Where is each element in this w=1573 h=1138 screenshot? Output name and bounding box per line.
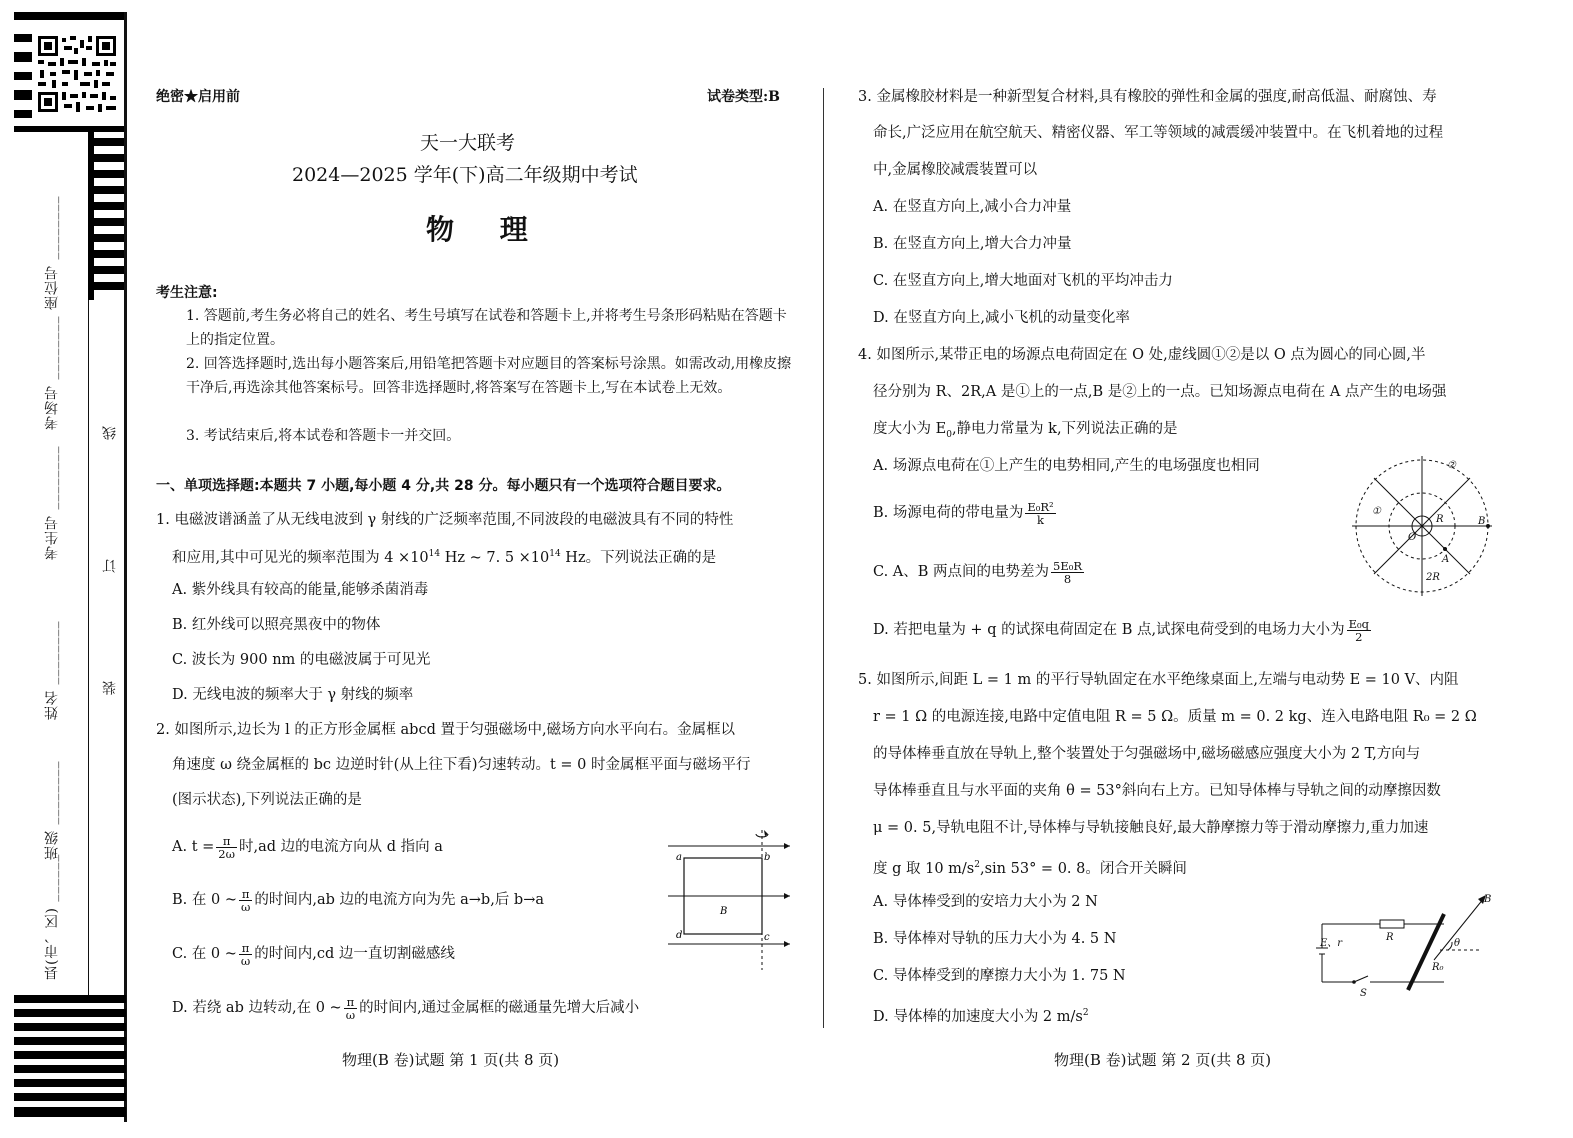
q4-option-d: D. 若把电量为 + q 的试探电荷固定在 B 点,试探电荷受到的电场力大小为 $\frac{\text{E₀q}}{2}$ <box>873 616 1369 644</box>
q2-stem-line3: (图示状态),下列说法正确的是 <box>172 792 362 808</box>
paper-type: 试卷类型:B <box>707 89 781 105</box>
page-divider <box>823 88 824 1028</box>
q4-option-c: C. A、B 两点间的电势差为 $\frac{\text{5E₀R}}{8}$ <box>873 558 1083 586</box>
seal-char-ding: 订 <box>102 558 118 573</box>
q5-fig-switch-label: S <box>1360 988 1367 999</box>
q2-stem-line2: 角速度 ω 绕金属框的 bc 边逆时针(从上往下看)匀速转动。t = 0 时金属框平面与磁场平行 <box>172 757 751 773</box>
q2-fig-label-a: a <box>676 852 682 863</box>
q2-option-d: D. 若绕 ab 边转动,在 0 ~ $\frac{\pi}{\omega}$ 的时间内,通过金属框的磁通量先增大后减小 <box>172 994 640 1022</box>
q5-option-a: A. 导体棒受到的安培力大小为 2 N <box>873 894 1098 910</box>
page-1-footer: 物理(B 卷)试题 第 1 页(共 8 页) <box>342 1051 560 1069</box>
q4-fig-circle1-label: ① <box>1372 506 1381 517</box>
barcode-bottom <box>14 995 126 1123</box>
q5-fig-source-label: E、r <box>1320 938 1343 949</box>
title-subject: 物 理 <box>426 213 546 246</box>
q4-stem-line1: 4. 如图所示,某带正电的场源点电荷固定在 O 处,虚线圆①②是以 O 点为圆心的同心圆,半 <box>858 347 1426 363</box>
q3-stem-line1: 3. 金属橡胶材料是一种新型复合材料,具有橡胶的弹性和金属的强度,耐高低温、耐腐蚀、寿 <box>858 89 1437 105</box>
page-2-footer: 物理(B 卷)试题 第 2 页(共 8 页) <box>1054 1051 1272 1069</box>
q2-option-c: C. 在 0 ~ $\frac{\pi}{\omega}$ 的时间内,cd 边一直切割磁感线 <box>172 940 455 968</box>
q2-figure <box>664 826 794 972</box>
q4-option-a: A. 场源点电荷在①上产生的电势相同,产生的电场强度也相同 <box>873 458 1260 474</box>
q5-stem-line6: 度 g 取 10 $m/s^2,\sin$ 53° = 0. 8。闭合开关瞬间 <box>873 860 1187 877</box>
q4-fig-point-b: B <box>1478 516 1486 527</box>
q3-option-d: D. 在竖直方向上,减小飞机的动量变化率 <box>873 310 1130 326</box>
title-exam: 2024—2025 学年(下)高二年级期中考试 <box>292 164 638 186</box>
q3-option-c: C. 在竖直方向上,增大地面对飞机的平均冲击力 <box>873 273 1173 289</box>
q4-stem-line3: 度大小为 $E_0$,静电力常量为 k,下列说法正确的是 <box>873 421 1178 440</box>
seal-char-zhuang: 装 <box>102 680 118 695</box>
q5-stem-line5: μ = 0. 5,导轨电阻不计,导体棒与导轨接触良好,最大静摩擦力等于滑动摩擦力,重力加速 <box>873 820 1429 836</box>
binding-edge <box>124 12 127 1122</box>
name-label: 姓名 ________ <box>44 620 60 720</box>
q1-option-d: D. 无线电波的频率大于 γ 射线的频率 <box>172 687 414 703</box>
q5-stem-line1: 5. 如图所示,间距 L = 1 m 的平行导轨固定在水平绝缘桌面上,左端与电动势 E = 10 V、内阻 <box>858 672 1459 688</box>
q5-fig-field-label: B <box>1484 894 1492 905</box>
q4-fig-circle2-label: ② <box>1447 460 1456 471</box>
q3-stem-line2: 命长,广泛应用在航空航天、精密仪器、军工等领域的减震缓冲装置中。在飞机着地的过程 <box>873 125 1444 141</box>
secret-mark: 绝密★启用前 <box>156 89 240 105</box>
q3-option-a: A. 在竖直方向上,减小合力冲量 <box>873 199 1072 215</box>
binding-strip <box>0 0 130 1138</box>
section-1-heading: 一、单项选择题:本题共 7 小题,每小题 4 分,共 28 分。每小题只有一个选项符合题目要求。 <box>156 478 731 494</box>
seal-char-xian: 线 <box>102 425 118 440</box>
q2-stem-line1: 2. 如图所示,边长为 l 的正方形金属框 abcd 置于匀强磁场中,磁场方向水平向右。金属框以 <box>156 722 736 738</box>
candidate-number-label: 考生号 ________ <box>44 445 60 560</box>
q2-option-a: A. t = $\frac{\pi}{2\omega}$ 时,ad 边的电流方向从 d 指向 a <box>172 833 443 861</box>
class-label: 班级 ________ <box>44 760 60 860</box>
notice-1: 1. 答题前,考生务必将自己的姓名、考生号填写在试卷和答题卡上,并将考生号条形码粘贴在答题卡上的指定位置。 <box>186 308 787 348</box>
q1-option-a: A. 紫外线具有较高的能量,能够杀菌消毒 <box>172 582 429 598</box>
q2-fig-label-field: B <box>720 906 728 917</box>
notice-2: 2. 回答选择题时,选出每小题答案后,用铅笔把答题卡对应题目的答案标号涂黑。如需改动,用橡皮擦干净后,再选涂其他答案标号。回答非选择题时,将答案写在答题卡上,写在本试卷上无效。 <box>186 356 792 396</box>
q5-stem-line2: r = 1 Ω 的电源连接,电路中定值电阻 R = 5 Ω。质量 m = 0. 2 kg、连入电路电阻 R₀ = 2 Ω <box>873 709 1477 725</box>
q4-figure <box>1352 456 1492 596</box>
q2-fig-label-c: c <box>764 932 770 943</box>
q2-fig-label-d: d <box>676 930 683 941</box>
q5-stem-line3: 的导体棒垂直放在导轨上,整个装置处于匀强磁场中,磁场磁感应强度大小为 2 T,方向与 <box>873 746 1421 762</box>
q1-option-c: C. 波长为 900 nm 的电磁波属于可见光 <box>172 652 431 668</box>
q1-stem-line1: 1. 电磁波谱涵盖了从无线电波到 γ 射线的广泛频率范围,不同波段的电磁波具有不同的特性 <box>156 512 734 528</box>
q5-option-d: D. 导体棒的加速度大小为 2 $m/s^2$ <box>873 1008 1089 1025</box>
q1-stem-line2: 和应用,其中可见光的频率范围为 $4 \times 10^{14}$ Hz ~ 7. $5 \times 10^{14}$ Hz。下列说法正确的是 <box>172 549 717 566</box>
q5-figure <box>1316 890 1496 1000</box>
exam-room-label: 考场号 ________ <box>44 315 60 430</box>
q4-option-b: B. 场源电荷的带电量为 $\frac{\text{E₀R²}}{k}$ <box>873 499 1054 527</box>
q5-fig-resistor-label: R <box>1386 932 1394 943</box>
barcode-right-column <box>88 132 126 300</box>
q2-option-b: B. 在 0 ~ $\frac{\pi}{\omega}$ 的时间内,ab 边的电流方向为先 a→b,后 b→a <box>172 886 544 914</box>
q1-option-b: B. 红外线可以照亮黑夜中的物体 <box>172 617 381 633</box>
q5-option-c: C. 导体棒受到的摩擦力大小为 1. 75 N <box>873 968 1126 984</box>
q5-option-b: B. 导体棒对导轨的压力大小为 4. 5 N <box>873 931 1117 947</box>
q3-stem-line3: 中,金属橡胶减震装置可以 <box>873 162 1038 178</box>
qr-code <box>36 34 118 114</box>
q4-fig-radius-label: R <box>1436 514 1444 525</box>
notice-3: 3. 考试结束后,将本试卷和答题卡一并交回。 <box>186 428 461 444</box>
q5-fig-rod-label: R₀ <box>1432 962 1444 973</box>
q5-fig-angle-label: θ <box>1454 938 1461 949</box>
q4-fig-radius2-label: 2R <box>1426 572 1440 583</box>
q3-option-b: B. 在竖直方向上,增大合力冲量 <box>873 236 1072 252</box>
q4-stem-line2: 径分别为 R、2R,A 是①上的一点,B 是②上的一点。已知场源点电荷在 A 点产生的电场强 <box>873 384 1447 400</box>
q5-stem-line4: 导体棒垂直且与水平面的夹角 θ = 53°斜向右上方。已知导体棒与导轨之间的动摩擦因数 <box>873 783 1441 799</box>
q4-fig-origin-label: O <box>1408 532 1417 543</box>
binding-line <box>88 300 89 1000</box>
q4-fig-point-a: A <box>1442 554 1450 565</box>
seat-number-label: 座位号 ________ <box>44 195 60 310</box>
county-label: 县(市、区) ______ <box>44 853 60 980</box>
notice-heading: 考生注意: <box>156 285 218 301</box>
q2-fig-label-b: b <box>764 852 771 863</box>
title-org: 天一大联考 <box>420 132 516 154</box>
